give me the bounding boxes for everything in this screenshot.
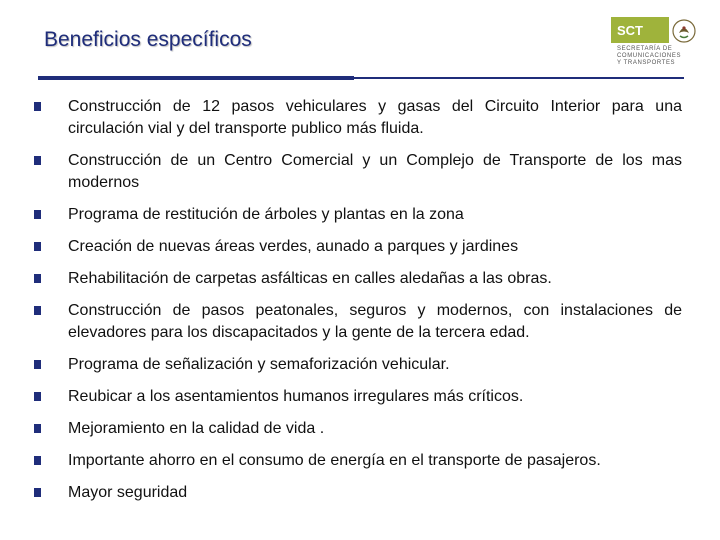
list-item: Construcción de un Centro Comercial y un Complejo de Transporte de los mas modernos: [58, 150, 682, 194]
list-item: Rehabilitación de carpetas asfálticas en calles aledañas a las obras.: [58, 268, 682, 290]
bullet-square-icon: [34, 242, 41, 251]
title-underline-thin: [354, 77, 684, 79]
bullet-square-icon: [34, 392, 41, 401]
list-item: Construcción de pasos peatonales, seguros y modernos, con instalaciones de elevadores para los discapacitados y la gente de la tercera edad.: [58, 300, 682, 344]
logo-line: SECRETARÍA DE: [617, 46, 673, 52]
bullet-square-icon: [34, 306, 41, 315]
list-item: Importante ahorro en el consumo de energía en el transporte de pasajeros.: [58, 450, 682, 472]
list-item: Mayor seguridad: [58, 482, 682, 504]
eagle-seal-icon: [672, 18, 696, 44]
benefits-list: [58, 96, 682, 504]
list-item: Programa de restitución de árboles y plantas en la zona: [58, 204, 682, 226]
bullet-square-icon: [34, 424, 41, 433]
logo-text: [617, 46, 682, 67]
bullet-square-icon: [34, 210, 41, 219]
sct-logo: [611, 17, 698, 71]
logo-line: Y TRANSPORTES: [617, 60, 676, 66]
list-item: Mejoramiento en la calidad de vida .: [58, 418, 682, 440]
title-underline-thick: [38, 76, 354, 80]
list-item: Reubicar a los asentamientos humanos irregulares más críticos.: [58, 386, 682, 408]
list-item: Creación de nuevas áreas verdes, aunado a parques y jardines: [58, 236, 682, 258]
bullet-square-icon: [34, 360, 41, 369]
bullet-square-icon: [34, 102, 41, 111]
slide-title: Beneficios específicos: [44, 28, 252, 51]
logo-line: COMUNICACIONES: [617, 53, 682, 59]
logo-badge: SCT: [611, 17, 669, 43]
list-item: Construcción de 12 pasos vehiculares y gasas del Circuito Interior para una circulación vial y del transporte publico más fluida.: [58, 96, 682, 140]
bullet-square-icon: [34, 156, 41, 165]
list-item: Programa de señalización y semaforización vehicular.: [58, 354, 682, 376]
bullet-square-icon: [34, 488, 41, 497]
bullet-square-icon: [34, 456, 41, 465]
bullet-square-icon: [34, 274, 41, 283]
